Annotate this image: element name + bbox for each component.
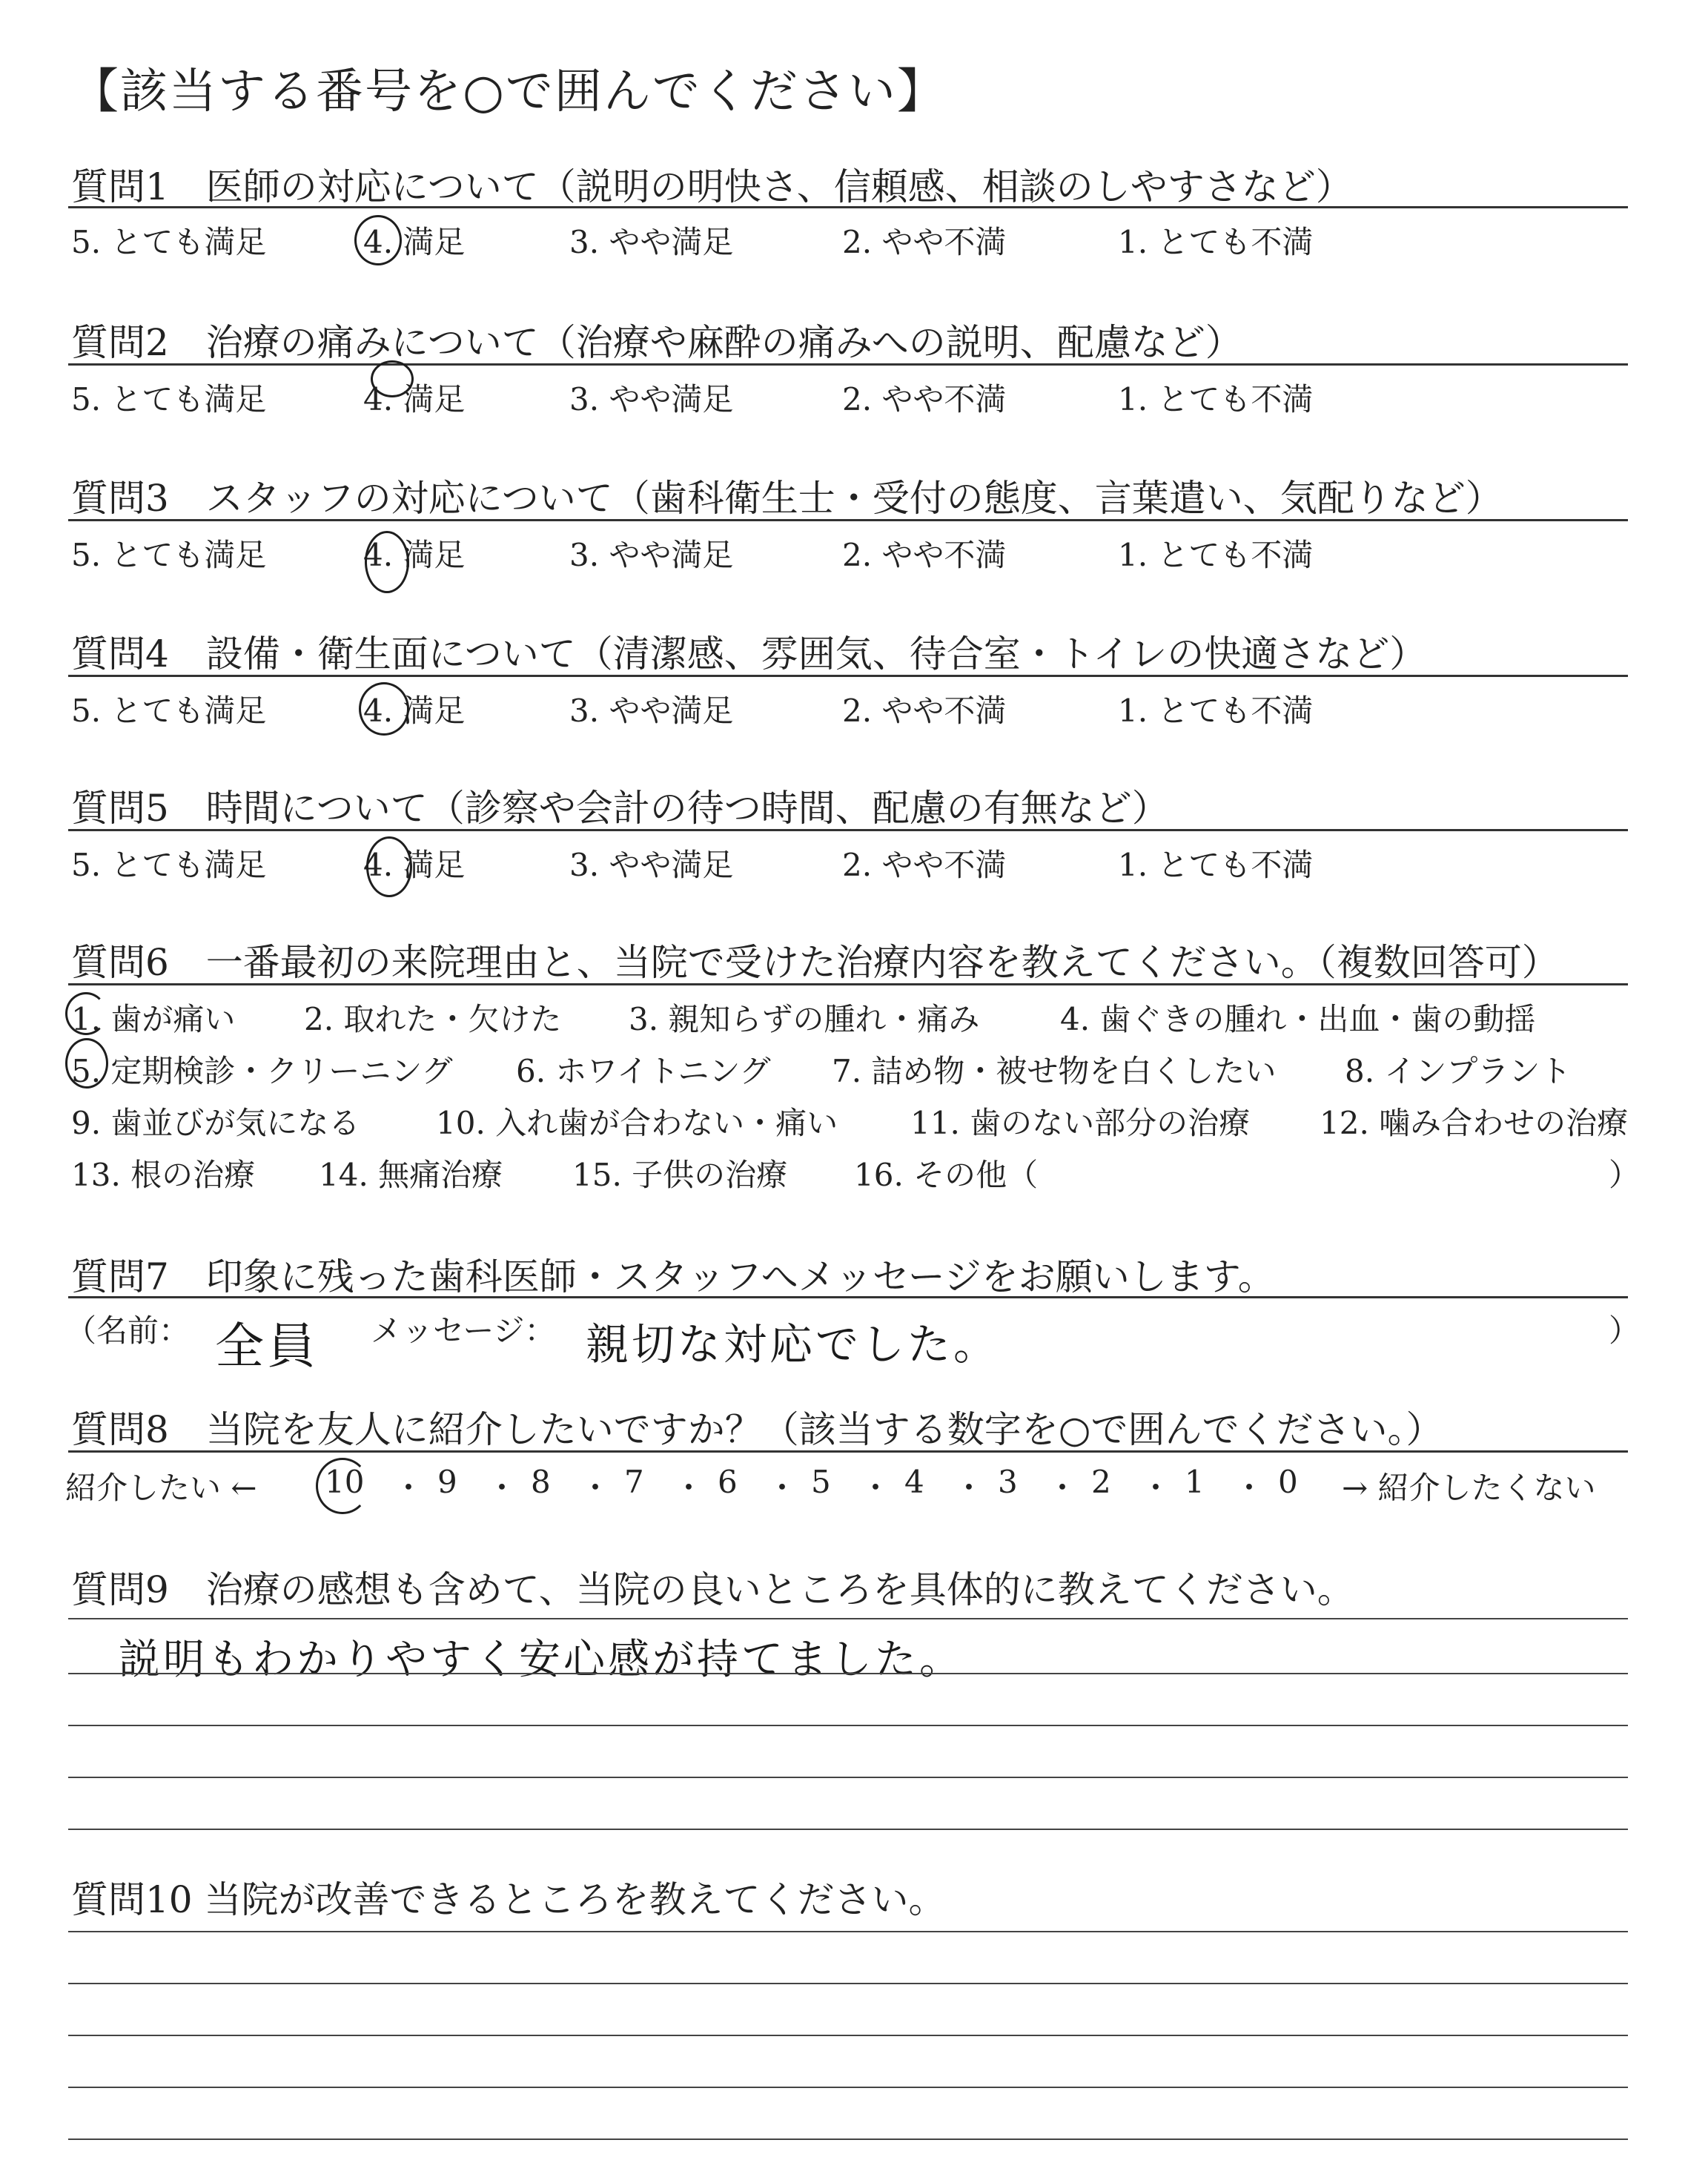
q2-option-3[interactable]: 3. やや満足 [569,381,734,417]
q1-option-3[interactable]: 3. やや満足 [569,224,734,260]
q8-scale-sep: ・ [1234,1470,1265,1506]
q6-option-7[interactable]: 7. 詰め物・被せ物を白くしたい [832,1053,1277,1089]
q5-rule [68,829,1628,831]
q7-name-answer[interactable]: 全員 [215,1318,319,1375]
q2-option-1[interactable]: 1. とても不満 [1118,381,1314,417]
q1-option-2[interactable]: 2. やや不満 [842,224,1007,260]
q8-scale-sep: ・ [1047,1470,1079,1506]
q8-scale-1[interactable]: 1 [1185,1464,1205,1500]
q10-line-5 [68,2138,1628,2140]
q6-option-2[interactable]: 2. 取れた・欠けた [304,1001,562,1037]
q8-scale-0[interactable]: 0 [1278,1464,1298,1500]
q6-option-4[interactable]: 4. 歯ぐきの腫れ・出血・歯の動揺 [1060,1001,1536,1037]
q8-scale-6[interactable]: 6 [718,1464,738,1500]
q9-line-2 [68,1673,1628,1674]
q7-rule [68,1296,1628,1298]
q2-answer-circle [371,360,414,397]
q6-option-16[interactable]: 16. その他（ [854,1157,1039,1193]
q10-line-2 [68,1983,1628,1984]
q3-option-1[interactable]: 1. とても不満 [1118,537,1314,573]
q5-option-3[interactable]: 3. やや満足 [569,847,734,883]
q8-scale-sep: ・ [393,1470,425,1506]
q1-rule [68,206,1628,208]
q6-answer-circle-1 [65,992,107,1035]
q4-answer-circle [359,682,409,736]
instruction-header: 【該当する番号を○で囲んでください】 [71,65,946,119]
q9-line-3 [68,1725,1628,1726]
q2-option-4[interactable]: 4. 満足 [363,381,466,417]
q3-option-5[interactable]: 5. とても満足 [71,537,267,573]
q5-option-4[interactable]: 4. 満足 [363,847,466,883]
q8-scale-sep: ・ [767,1470,798,1506]
q6-option-14[interactable]: 14. 無痛治療 [319,1157,503,1193]
q4-option-1[interactable]: 1. とても不満 [1118,693,1314,729]
q4-option-3[interactable]: 3. やや満足 [569,693,734,729]
q7-message-label: メッセージ： [371,1312,556,1349]
q2-option-2[interactable]: 2. やや不満 [842,381,1007,417]
q5-option-5[interactable]: 5. とても満足 [71,847,267,883]
q3-title: 質問3 スタッフの対応について（歯科衛生士・受付の態度、言葉遣い、気配りなど） [71,477,1503,520]
q9-answer[interactable]: 説明もわかりやすく安心感が持てました。 [119,1636,964,1684]
q8-scale-5[interactable]: 5 [811,1464,831,1500]
q1-option-4[interactable]: 4. 満足 [363,224,466,260]
q7-name-label: （名前： [65,1312,191,1349]
q8-scale-7[interactable]: 7 [624,1464,644,1500]
q9-line-1 [68,1618,1628,1619]
q6-option-10[interactable]: 10. 入れ歯が合わない・痛い [436,1105,838,1141]
q2-title: 質問2 治療の痛みについて（治療や麻酔の痛みへの説明、配慮など） [71,321,1242,364]
q6-option-12[interactable]: 12. 噛み合わせの治療 [1320,1105,1629,1141]
q8-scale-sep: ・ [580,1470,612,1506]
q5-option-1[interactable]: 1. とても不満 [1118,847,1314,883]
q4-option-5[interactable]: 5. とても満足 [71,693,267,729]
q2-rule [68,363,1628,366]
q9-line-4 [68,1777,1628,1778]
q8-scale-sep: ・ [486,1470,518,1506]
q2-option-5[interactable]: 5. とても満足 [71,381,267,417]
q8-scale-sep: ・ [673,1470,705,1506]
q6-option-5[interactable]: 5. 定期検診・クリーニング [71,1053,453,1089]
q4-rule [68,675,1628,677]
q8-scale-10[interactable]: 10 [325,1464,365,1500]
q8-scale-9[interactable]: 9 [437,1464,457,1500]
q10-line-3 [68,2035,1628,2036]
q8-scale-4[interactable]: 4 [904,1464,924,1500]
q1-answer-circle [354,215,402,265]
q4-option-2[interactable]: 2. やや不満 [842,693,1007,729]
q3-option-4[interactable]: 4. 満足 [363,537,466,573]
q6-other-close-paren: ） [1609,1157,1641,1193]
q8-scale-sep: ・ [1140,1470,1172,1506]
q5-option-2[interactable]: 2. やや不満 [842,847,1007,883]
q6-option-9[interactable]: 9. 歯並びが気になる [71,1105,360,1141]
q7-close-paren: ） [1609,1312,1641,1349]
q4-title: 質問4 設備・衛生面について（清潔感、雰囲気、待合室・トイレの快適さなど） [71,633,1427,676]
q8-rule [68,1450,1628,1453]
q3-option-2[interactable]: 2. やや不満 [842,537,1007,573]
q6-option-15[interactable]: 15. 子供の治療 [572,1157,788,1193]
q4-option-4[interactable]: 4. 満足 [363,693,466,729]
q1-option-1[interactable]: 1. とても不満 [1118,224,1314,260]
q6-title: 質問6 一番最初の来院理由と、当院で受けた治療内容を教えてください。（複数回答可） [71,941,1559,984]
q6-answer-circle-5 [65,1038,108,1089]
q8-scale-2[interactable]: 2 [1091,1464,1111,1500]
q7-title: 質問7 印象に残った歯科医師・スタッフへメッセージをお願いします。 [71,1255,1275,1298]
q10-line-1 [68,1931,1628,1932]
q5-answer-circle [366,836,412,897]
q8-right-label: → 紹介したくない [1342,1470,1596,1506]
q3-answer-circle [365,531,409,593]
q9-title: 質問9 治療の感想も含めて、当院の良いところを具体的に教えてください。 [71,1568,1354,1611]
q8-scale-sep: ・ [860,1470,892,1506]
q6-option-11[interactable]: 11. 歯のない部分の治療 [910,1105,1251,1141]
q8-answer-circle [316,1458,369,1514]
q8-left-label: 紹介したい ← [65,1470,257,1506]
q6-option-1[interactable]: 1. 歯が痛い [71,1001,236,1037]
q3-option-3[interactable]: 3. やや満足 [569,537,734,573]
q7-message-answer[interactable]: 親切な対応でした。 [586,1319,1000,1370]
q8-scale-3[interactable]: 3 [998,1464,1018,1500]
q6-option-8[interactable]: 8. インプラント [1345,1053,1572,1089]
q8-scale-sep: ・ [953,1470,985,1506]
q3-rule [68,519,1628,521]
q10-line-4 [68,2087,1628,2088]
q8-scale-8[interactable]: 8 [531,1464,551,1500]
q6-rule [68,983,1628,985]
q6-option-6[interactable]: 6. ホワイトニング [516,1053,771,1089]
q9-line-5 [68,1829,1628,1830]
q6-option-3[interactable]: 3. 親知らずの腫れ・痛み [629,1001,980,1037]
q1-title: 質問1 医師の対応について（説明の明快さ、信頼感、相談のしやすさなど） [71,165,1353,208]
q5-title: 質問5 時間について（診察や会計の待つ時間、配慮の有無など） [71,787,1169,830]
q10-title: 質問10 当院が改善できるところを教えてください。 [71,1878,946,1921]
q8-title: 質問8 当院を友人に紹介したいですか？（該当する数字を○で囲んでください。） [71,1408,1443,1451]
q6-option-13[interactable]: 13. 根の治療 [71,1157,256,1193]
q1-option-5[interactable]: 5. とても満足 [71,224,267,260]
